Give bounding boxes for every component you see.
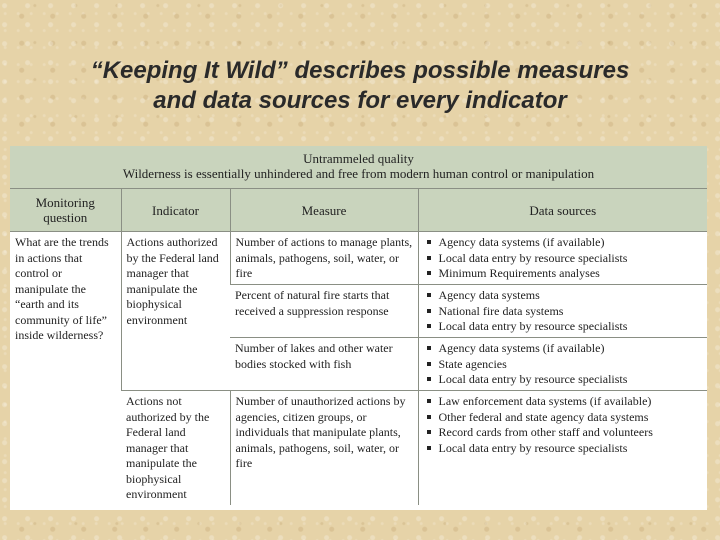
sources-cell [418,338,707,391]
source-item: Record cards from other staff and volunteers [424,425,704,441]
sources-cell [418,285,707,338]
table-row [10,232,707,285]
slide-title [20,56,700,116]
column-header-sources: Data sources [418,189,707,232]
measure-cell: Number of unauthorized actions by agencies, citizen groups, or individuals that manipulate plants, animals, pathogens, soil, water, or fire [230,391,418,505]
sources-cell [418,391,707,505]
source-item: Minimum Requirements analyses [424,266,704,282]
column-header-question: Monitoring question [10,189,121,232]
slide-title-line-1: “Keeping It Wild” describes possible measures [90,57,630,84]
source-item: Local data entry by resource specialists [424,372,704,388]
sources-list [424,235,704,282]
sources-list [424,394,704,456]
column-header-measure: Measure [230,189,418,232]
banner-subtitle: Wilderness is essentially unhindered and free from modern human control or manipulation [122,166,595,181]
source-item: Agency data systems (if available) [424,341,704,357]
measure-cell: Percent of natural fire starts that received a suppression response [230,285,418,338]
indicator-cell: Actions not authorized by the Federal land manager that manipulate the biophysical environment [126,394,210,501]
source-item: National fire data systems [424,304,704,320]
sources-cell [418,232,707,285]
column-header-row [10,189,707,232]
banner-title: Untrammeled quality [303,151,414,166]
table-banner [10,146,707,189]
column-header-indicator: Indicator [121,189,230,232]
source-item: Agency data systems [424,288,704,304]
source-item: Agency data systems (if available) [424,235,704,251]
source-item: Other federal and state agency data systems [424,410,704,426]
source-item: Local data entry by resource specialists [424,251,704,267]
measure-cell: Number of lakes and other water bodies stocked with fish [230,338,418,391]
source-item: Local data entry by resource specialists [424,441,704,457]
measures-table [10,189,707,505]
indicator-cell: Actions authorized by the Federal land manager that manipulate the biophysical environment [121,232,230,391]
source-item: Law enforcement data systems (if available) [424,394,704,410]
slide-title-line-2: and data sources for every indicator [153,87,567,114]
measure-cell: Number of actions to manage plants, animals, pathogens, soil, water, or fire [230,232,418,285]
source-item: State agencies [424,357,704,373]
source-item: Local data entry by resource specialists [424,319,704,335]
monitoring-question-cell: What are the trends in actions that control or manipulate the “earth and its community of life” inside wilderness? [15,235,109,342]
indicator-table [10,146,707,510]
sources-list [424,288,704,335]
sources-list [424,341,704,388]
